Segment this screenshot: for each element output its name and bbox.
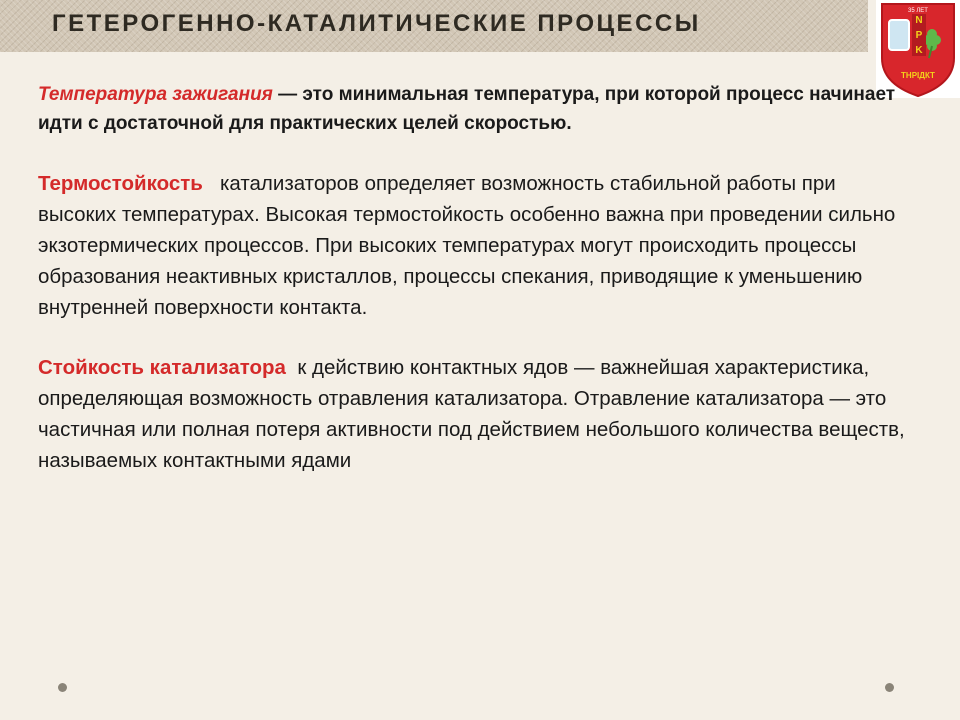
decor-dot-right	[885, 683, 894, 692]
term-catalyst-resistance: Стойкость катализатора	[38, 356, 286, 379]
term-thermal-stability: Термостойкость	[38, 172, 203, 195]
header-band	[0, 0, 868, 52]
definition-thermal-stability	[38, 168, 918, 323]
logo-letter-k: K	[915, 45, 923, 56]
logo-top-text: 35 ЛЕТ	[908, 8, 928, 14]
term-ignition-temperature: Температура зажигания	[38, 84, 273, 105]
logo-letter-n: N	[915, 15, 923, 26]
definition-text: к действию контактных ядов — важнейшая характеристика, определяющая возможность отравления катализатора. Отравление катализатора — это частичная или полная потеря активности под действием небольшого количества веществ, называемых контактными ядами	[38, 356, 911, 472]
definition-text: катализаторов определяет возможность стабильной работы при высоких температурах. Высокая термостойкость особенно важна при проведении сильно экзотермических процессов. При высоких температурах могут происходить процессы образования неактивных кристаллов, процессы спекания, приводящие к уменьшению внутренней поверхности контакта.	[38, 172, 902, 319]
definition-catalyst-resistance	[38, 352, 918, 476]
decor-dot-left	[58, 683, 67, 692]
logo-letter-p: P	[915, 30, 923, 41]
logo-banner-text: ТНРІДКТ	[901, 71, 935, 80]
slide-content	[38, 80, 918, 476]
definition-ignition-temperature	[38, 80, 918, 138]
slide-title: ГЕТЕРОГЕННО-КАТАЛИТИЧЕСКИЕ ПРОЦЕССЫ	[52, 10, 701, 37]
definition-text: — это минимальная температура, при которой процесс начинает идти с достаточной для практических целей скоростью.	[38, 84, 896, 134]
book-icon	[889, 20, 909, 50]
